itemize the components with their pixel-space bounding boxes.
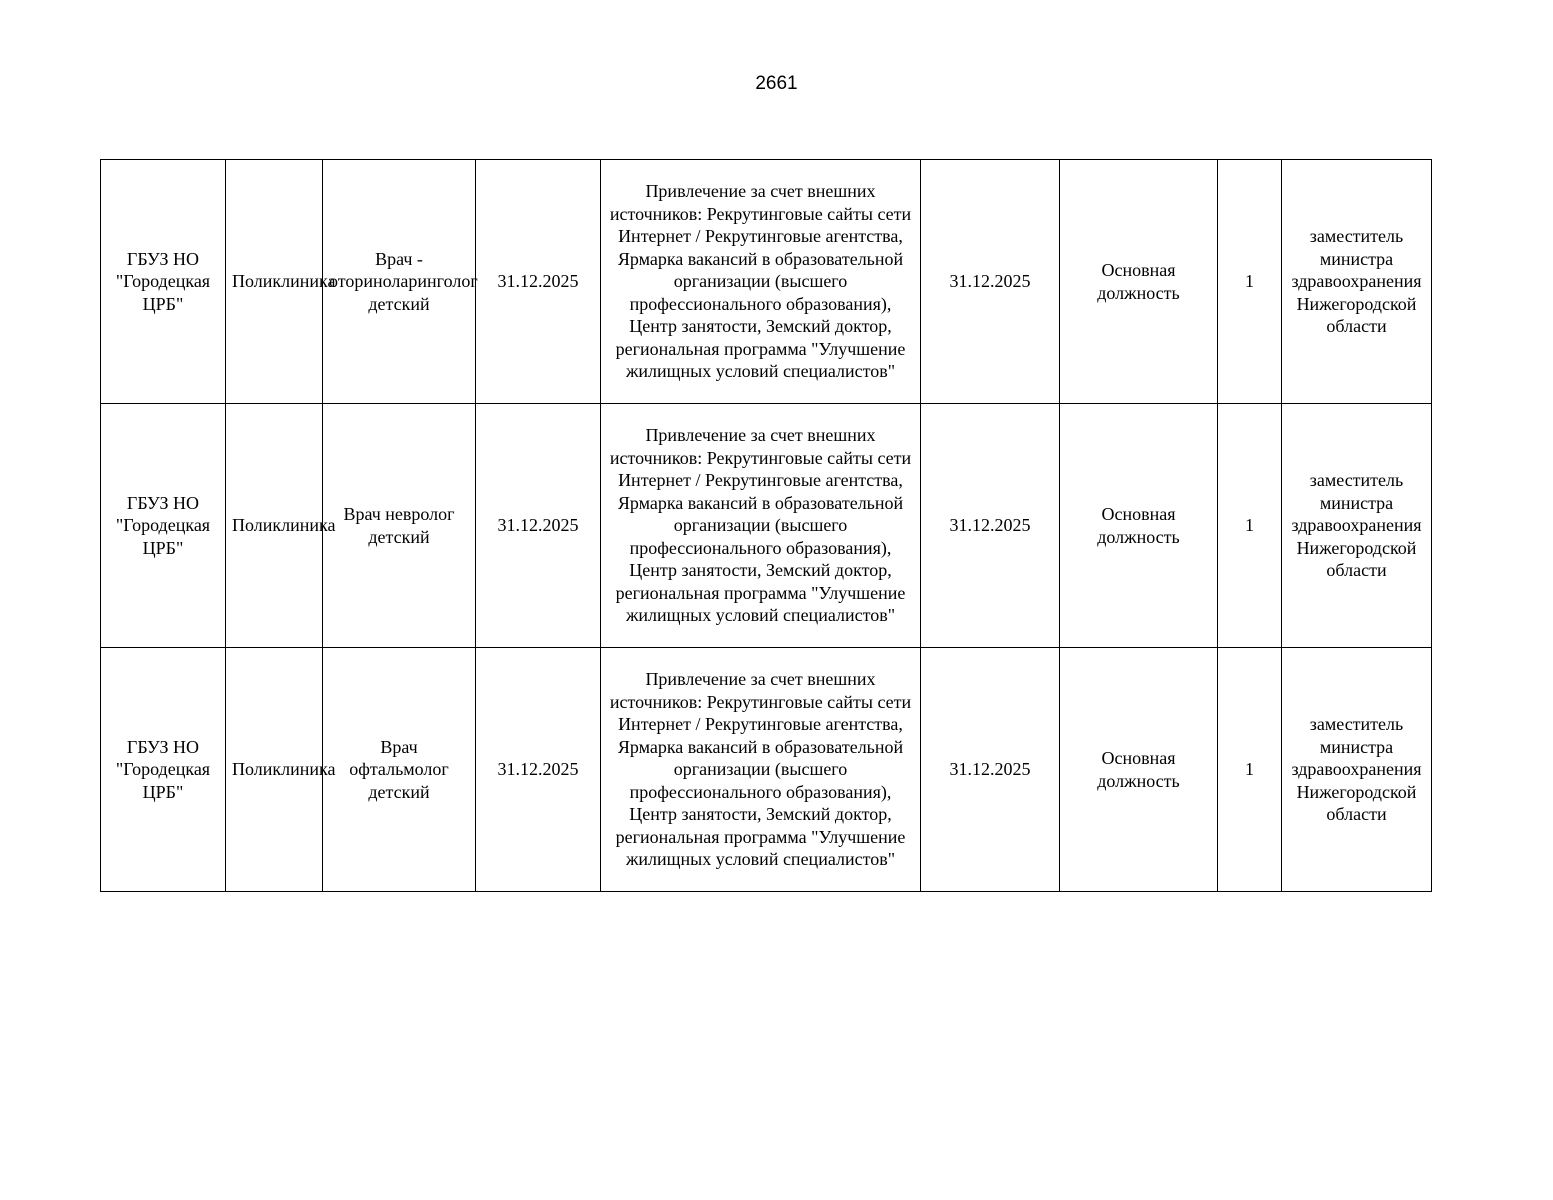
cell-date: 31.12.2025 — [476, 404, 601, 648]
cell-organization: ГБУЗ НО "Городецкая ЦРБ" — [101, 160, 226, 404]
vacancy-table — [100, 159, 1432, 892]
cell-deadline: 31.12.2025 — [921, 404, 1060, 648]
cell-position-type: Основная должность — [1060, 404, 1218, 648]
cell-unit: Поликлиника — [226, 404, 323, 648]
cell-organization: ГБУЗ НО "Городецкая ЦРБ" — [101, 648, 226, 892]
cell-deadline: 31.12.2025 — [921, 160, 1060, 404]
cell-unit: Поликлиника — [226, 648, 323, 892]
cell-deadline: 31.12.2025 — [921, 648, 1060, 892]
cell-recruitment-method: Привлечение за счет внешних источников: Рекрутинговые сайты сети Интернет / Рекрутинговые агентства, Ярмарка вакансий в образовательной организации (высшего профессионального образования), Центр занятости, Земский доктор, региональная программа "Улучшение жилищных условий специалистов" — [601, 648, 921, 892]
cell-position: Врач офтальмолог детский — [323, 648, 476, 892]
cell-position-type: Основная должность — [1060, 648, 1218, 892]
cell-position: Врач невролог детский — [323, 404, 476, 648]
cell-responsible: заместитель министра здравоохранения Нижегородской области — [1282, 648, 1432, 892]
cell-position-type: Основная должность — [1060, 160, 1218, 404]
table-row — [101, 404, 1432, 648]
page-number: 2661 — [755, 73, 798, 94]
table-row — [101, 160, 1432, 404]
table-row — [101, 648, 1432, 892]
cell-position: Врач - оториноларинголог детский — [323, 160, 476, 404]
cell-date: 31.12.2025 — [476, 160, 601, 404]
cell-count: 1 — [1218, 404, 1282, 648]
cell-organization: ГБУЗ НО "Городецкая ЦРБ" — [101, 404, 226, 648]
cell-date: 31.12.2025 — [476, 648, 601, 892]
cell-unit: Поликлиника — [226, 160, 323, 404]
cell-recruitment-method: Привлечение за счет внешних источников: Рекрутинговые сайты сети Интернет / Рекрутинговые агентства, Ярмарка вакансий в образовательной организации (высшего профессионального образования), Центр занятости, Земский доктор, региональная программа "Улучшение жилищных условий специалистов" — [601, 404, 921, 648]
cell-responsible: заместитель министра здравоохранения Нижегородской области — [1282, 160, 1432, 404]
cell-count: 1 — [1218, 160, 1282, 404]
cell-responsible: заместитель министра здравоохранения Нижегородской области — [1282, 404, 1432, 648]
cell-recruitment-method: Привлечение за счет внешних источников: Рекрутинговые сайты сети Интернет / Рекрутинговые агентства, Ярмарка вакансий в образовательной организации (высшего профессионального образования), Центр занятости, Земский доктор, региональная программа "Улучшение жилищных условий специалистов" — [601, 160, 921, 404]
cell-count: 1 — [1218, 648, 1282, 892]
